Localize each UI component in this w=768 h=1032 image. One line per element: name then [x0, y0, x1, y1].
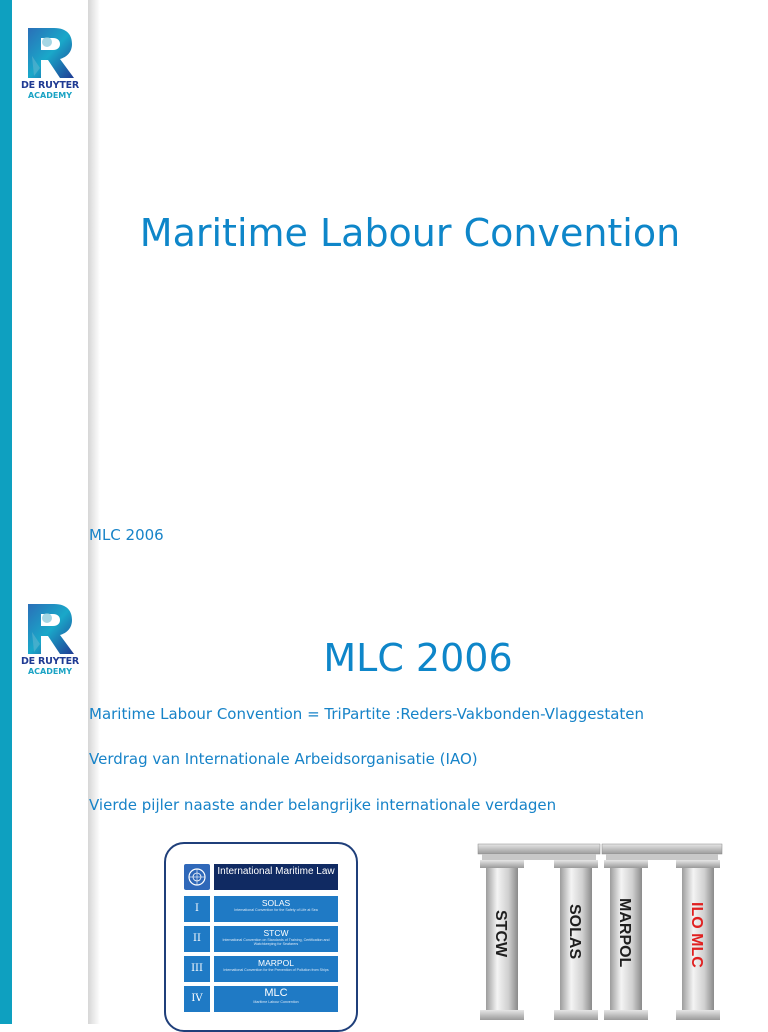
r-letter-logo-icon	[24, 26, 76, 80]
convention-row	[214, 986, 338, 1012]
convention-description: International Convention on Standards of Training, Certification and Watchkeeping for Seafarers	[222, 938, 330, 947]
r-letter-logo-icon	[24, 602, 76, 656]
convention-row	[214, 926, 338, 952]
convention-description: International Convention for the Prevention of Pollution from Ships	[223, 968, 329, 972]
bullet-text: Maritime Labour Convention = TriPartite :Reders-Vakbonden-Vlaggestaten	[89, 705, 645, 723]
convention-description: International Convention for the Safety of Life at Sea	[234, 908, 318, 912]
pillars-diagram	[474, 838, 726, 1024]
convention-name: STCW	[263, 928, 289, 938]
logo-name: DE RUYTER	[20, 656, 80, 667]
diagram-header: International Maritime Law	[214, 864, 338, 890]
pillar-label: STCW	[492, 910, 509, 958]
pillar-label: MARPOL	[616, 898, 633, 968]
pillar-label: SOLAS	[566, 904, 583, 960]
bullet-text: Vierde pijler naaste ander belangrijke internationale verdagen	[89, 796, 557, 814]
convention-name: MARPOL	[258, 958, 294, 968]
logo-subtitle: ACADEMY	[27, 667, 73, 676]
convention-row	[214, 896, 338, 922]
roman-numeral: I	[184, 896, 210, 922]
pillar-label-highlight: ILO MLC	[688, 902, 705, 968]
side-panel-shadow	[88, 0, 100, 1024]
slide-footer-text: MLC 2006	[89, 526, 164, 544]
side-panel	[12, 0, 88, 1024]
convention-row	[214, 956, 338, 982]
roman-numeral: II	[184, 926, 210, 952]
accent-bar	[0, 0, 12, 1024]
un-emblem-icon	[184, 864, 210, 890]
slide-title: MLC 2006	[323, 636, 513, 680]
maritime-law-diagram	[164, 842, 358, 1032]
convention-name: MLC	[264, 987, 288, 999]
logo-subtitle: ACADEMY	[27, 91, 73, 100]
slide-title: Maritime Labour Convention	[139, 211, 681, 255]
logo-name: DE RUYTER	[20, 80, 80, 91]
logo	[18, 602, 82, 676]
roman-numeral: IV	[184, 986, 210, 1012]
logo	[18, 26, 82, 100]
bullet-text: Verdrag van Internationale Arbeidsorganisatie (IAO)	[89, 750, 478, 768]
convention-name: SOLAS	[261, 898, 291, 908]
convention-description: Maritime Labour Convention	[253, 1000, 299, 1004]
roman-numeral: III	[184, 956, 210, 982]
